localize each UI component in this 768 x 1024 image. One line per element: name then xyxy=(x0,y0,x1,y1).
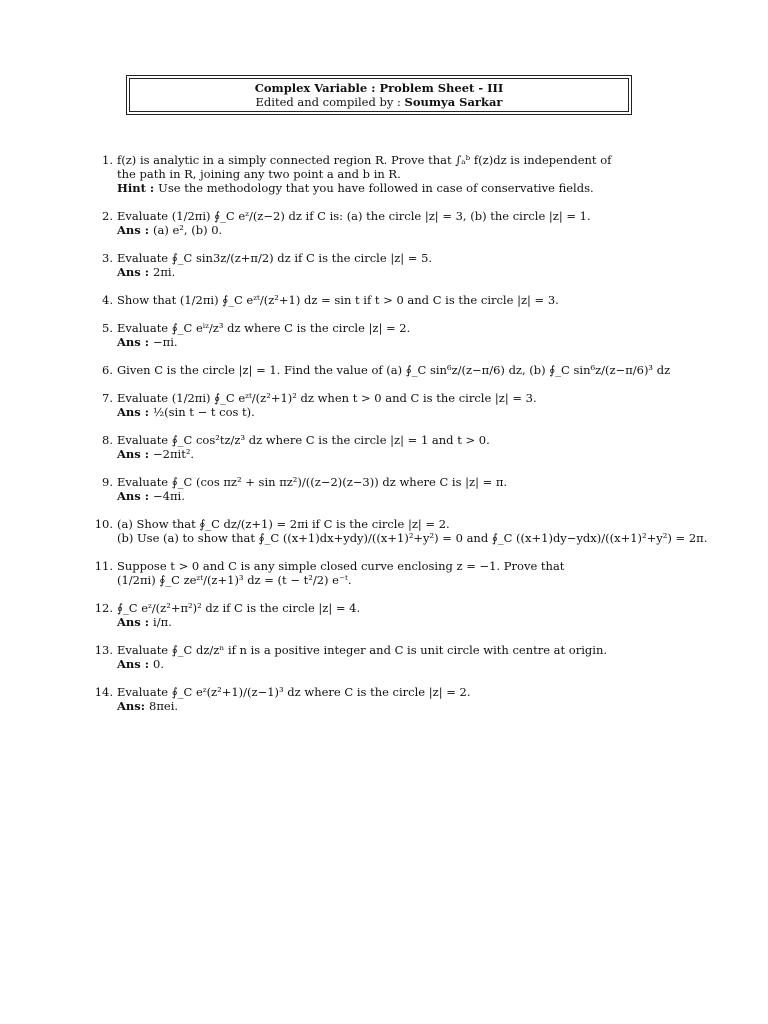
answer-label: Ans : xyxy=(117,223,150,237)
problem-answer xyxy=(117,447,680,461)
problem-item xyxy=(90,391,680,419)
problem-number: 10. xyxy=(94,517,113,531)
problem-body xyxy=(117,321,680,349)
problem-text-line: Evaluate ∮_C eᶻ(z²+1)/(z−1)³ dz where C is the circle |z| = 2. xyxy=(117,685,471,699)
problem-body xyxy=(117,559,680,587)
problem-number: 8. xyxy=(102,433,113,447)
problem-number: 13. xyxy=(94,643,113,657)
problem-body xyxy=(117,643,680,671)
answer-label: Ans : xyxy=(117,447,150,461)
problem-body xyxy=(117,153,680,195)
problem-item xyxy=(90,251,680,279)
problem-number: 1. xyxy=(102,153,113,167)
problem-text-line: Show that (1/2πi) ∮_C eᶻᵗ/(z²+1) dz = sin t if t > 0 and C is the circle |z| = 3. xyxy=(117,293,559,307)
answer-label: Ans : xyxy=(117,615,150,629)
problem-answer xyxy=(117,489,680,503)
problem-item xyxy=(90,153,680,195)
answer-label: Ans : xyxy=(117,657,150,671)
problem-body xyxy=(117,601,680,629)
problem-body xyxy=(117,433,680,461)
problem-list xyxy=(90,153,708,727)
answer-text: −πi. xyxy=(153,335,178,349)
problem-number: 6. xyxy=(102,363,113,377)
answer-text: 0. xyxy=(153,657,164,671)
problem-body xyxy=(117,363,680,377)
problem-item xyxy=(90,559,680,587)
answer-label: Ans: xyxy=(117,699,146,713)
problem-body xyxy=(117,251,680,279)
problem-text-line: (a) Show that ∮_C dz/(z+1) = 2πi if C is the circle |z| = 2. xyxy=(117,517,450,531)
problem-text-line: Evaluate ∮_C cos²tz/z³ dz where C is the circle |z| = 1 and t > 0. xyxy=(117,433,490,447)
answer-label: Ans : xyxy=(117,405,150,419)
answer-text: −4πi. xyxy=(153,489,185,503)
problem-item xyxy=(90,209,680,237)
problem-item xyxy=(90,475,680,503)
problem-item xyxy=(90,321,680,349)
problem-number: 5. xyxy=(102,321,113,335)
problem-number: 4. xyxy=(102,293,113,307)
problem-text-line: Evaluate (1/2πi) ∮_C eᶻ/(z−2) dz if C is: (a) the circle |z| = 3, (b) the circle |z| = 1. xyxy=(117,209,591,223)
problem-text-line: Evaluate ∮_C dz/zⁿ if n is a positive integer and C is unit circle with centre at origin. xyxy=(117,643,608,657)
answer-text: ½(sin t − t cos t). xyxy=(153,405,255,419)
problem-body xyxy=(117,517,707,545)
problem-text-line: Suppose t > 0 and C is any simple closed curve enclosing z = −1. Prove that xyxy=(117,559,565,573)
problem-number: 12. xyxy=(94,601,113,615)
problem-body xyxy=(117,475,680,503)
title-box xyxy=(126,75,632,115)
answer-label: Ans : xyxy=(117,335,150,349)
problem-answer xyxy=(117,699,680,713)
problem-text-line: Given C is the circle |z| = 1. Find the value of (a) ∮_C sin⁶z/(z−π/6) dz, (b) ∮_C sin⁶z/(z−π/6)³ dz xyxy=(117,363,671,377)
problem-item xyxy=(90,601,680,629)
problem-body xyxy=(117,209,680,237)
answer-text: 2πi. xyxy=(153,265,176,279)
problem-number: 7. xyxy=(102,391,113,405)
answer-text: i/π. xyxy=(153,615,172,629)
problem-text-line: Evaluate ∮_C (cos πz² + sin πz²)/((z−2)(z−3)) dz where C is |z| = π. xyxy=(117,475,508,489)
problem-item xyxy=(90,363,680,377)
problem-body xyxy=(117,391,680,419)
problem-item xyxy=(90,293,680,307)
problem-item xyxy=(90,433,680,461)
problem-answer xyxy=(117,335,680,349)
hint-text: Use the methodology that you have followed in case of conservative fields. xyxy=(158,181,594,195)
sheet-title: Complex Variable : Problem Sheet - III xyxy=(254,81,504,95)
hint-label: Hint : xyxy=(117,181,155,195)
problem-answer xyxy=(117,265,680,279)
problem-body xyxy=(117,685,680,713)
answer-label: Ans : xyxy=(117,489,150,503)
problem-answer xyxy=(117,615,680,629)
title-box-inner xyxy=(129,78,629,112)
problem-body xyxy=(117,293,680,307)
problem-text-line: the path in R, joining any two point a and b in R. xyxy=(117,167,401,181)
problem-number: 14. xyxy=(94,685,113,699)
problem-hint xyxy=(117,181,680,195)
problem-text-line: f(z) is analytic in a simply connected region R. Prove that ∫ₐᵇ f(z)dz is independent of xyxy=(117,153,612,167)
subtitle-prefix: Edited and compiled by : xyxy=(255,95,401,109)
problem-item xyxy=(90,517,708,545)
problem-answer xyxy=(117,657,680,671)
problem-text-line: Evaluate ∮_C sin3z/(z+π/2) dz if C is the circle |z| = 5. xyxy=(117,251,433,265)
problem-item xyxy=(90,643,680,671)
problem-number: 11. xyxy=(94,559,113,573)
answer-label: Ans : xyxy=(117,265,150,279)
answer-text: (a) e², (b) 0. xyxy=(153,223,223,237)
problem-text-line: (b) Use (a) to show that ∮_C ((x+1)dx+ydy)/((x+1)²+y²) = 0 and ∮_C ((x+1)dy−ydx)/((x+1)²+y²) = 2π. xyxy=(117,531,708,545)
problem-text-line: Evaluate (1/2πi) ∮_C eᶻᵗ/(z²+1)² dz when t > 0 and C is the circle |z| = 3. xyxy=(117,391,537,405)
answer-text: 8πei. xyxy=(149,699,179,713)
problem-text-line: ∮_C eᶻ/(z²+π²)² dz if C is the circle |z| = 4. xyxy=(117,601,361,615)
problem-text-line: (1/2πi) ∮_C zeᶻᵗ/(z+1)³ dz = (t − t²/2) e⁻ᵗ. xyxy=(117,573,352,587)
sheet-subtitle xyxy=(256,95,503,109)
problem-answer xyxy=(117,405,680,419)
problem-number: 3. xyxy=(102,251,113,265)
problem-text-line: Evaluate ∮_C eⁱᶻ/z³ dz where C is the circle |z| = 2. xyxy=(117,321,411,335)
author-name: Soumya Sarkar xyxy=(404,95,503,109)
problem-answer xyxy=(117,223,680,237)
problem-number: 2. xyxy=(102,209,113,223)
problem-number: 9. xyxy=(102,475,113,489)
problem-item xyxy=(90,685,680,713)
answer-text: −2πit². xyxy=(153,447,195,461)
